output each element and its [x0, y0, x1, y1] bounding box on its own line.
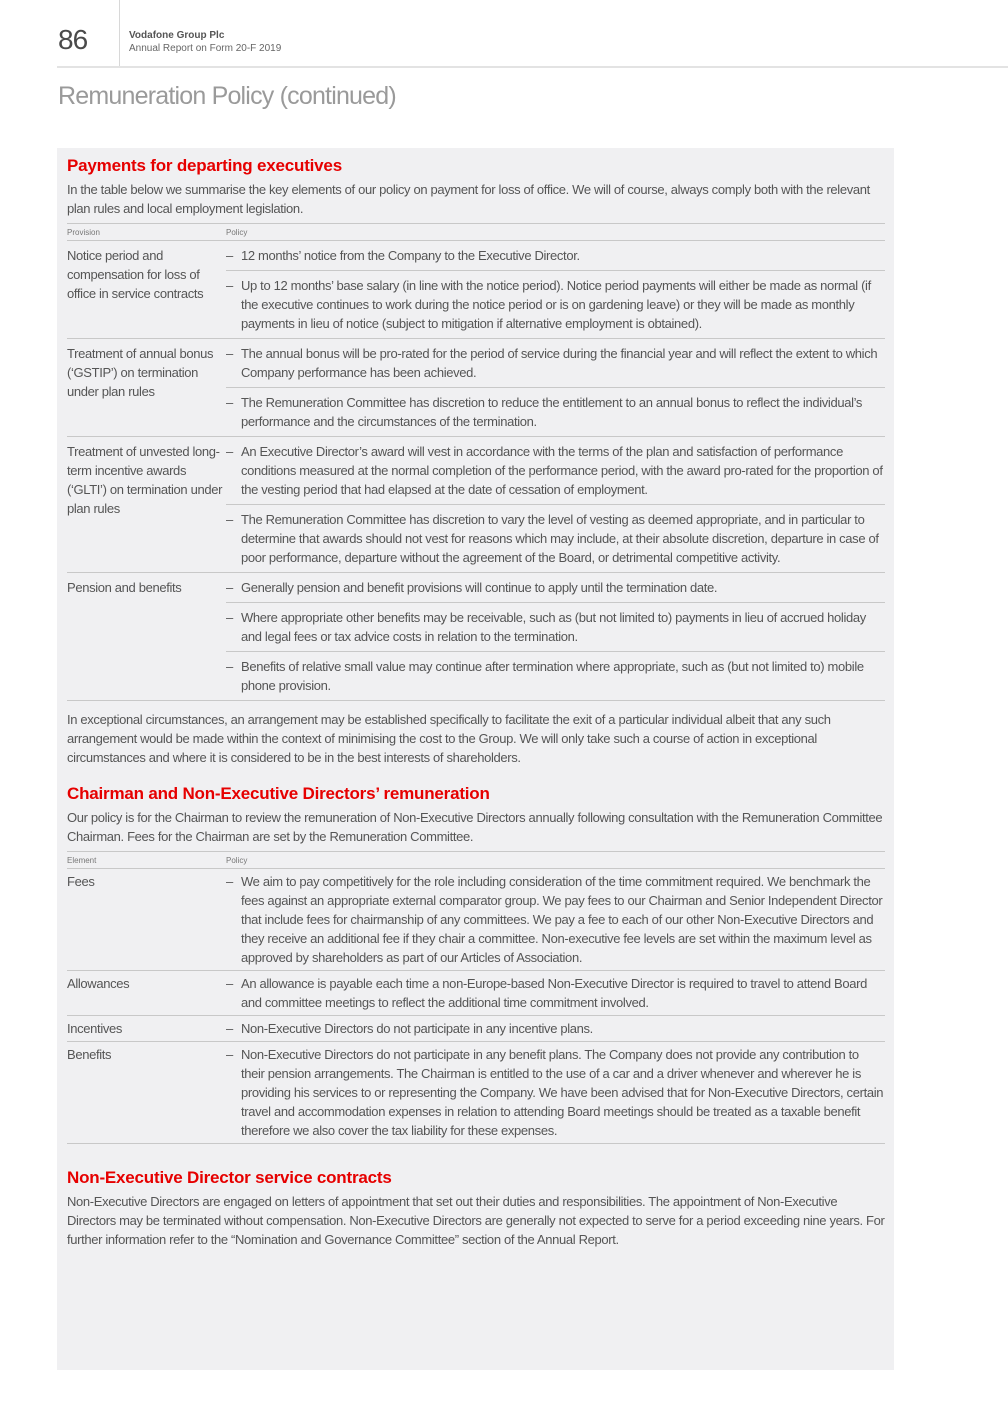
section-title: Non-Executive Director service contracts	[67, 1168, 392, 1187]
policy-item	[226, 651, 885, 700]
policy-text: Up to 12 months’ base salary (in line with the notice period). Notice period payments will either be made as normal (if the executive continues to work during the notice period or is on gardening leave) or they will be made as monthly payments in lieu of notice (subject to mitigation if alternative employment is obtained).	[241, 278, 871, 331]
policy-cell	[226, 971, 885, 1016]
policy-item	[226, 602, 885, 651]
page-header	[0, 0, 1008, 68]
section-title: Payments for departing executives	[67, 156, 342, 175]
policy-item	[226, 339, 885, 387]
section-chairman-ned-remuneration	[67, 784, 885, 1144]
policy-text: 12 months’ notice from the Company to the Executive Director.	[241, 248, 580, 263]
provision-cell: Treatment of unvested long-term incentive awards (‘GLTI’) on termination under plan rules	[67, 437, 226, 573]
policy-text: An Executive Director’s award will vest in accordance with the terms of the plan and satisfaction of performance conditions measured at the normal completion of the performance period, with the award pro-rated for the proportion of the vesting period that had elapsed at the date of cessation of employment.	[241, 444, 883, 497]
policy-item	[226, 270, 885, 338]
dash-bullet: –	[226, 395, 233, 410]
element-cell: Benefits	[67, 1042, 226, 1144]
exceptional-circumstances-text: In exceptional circumstances, an arrangement may be established specifically to facilitate the exit of a particular individual albeit that any such arrangement would be made within the context of minimising the cost to the Group. We will only take such a course of action in exceptional circumstances and where it is considered to be in the best interests of shareholders.	[67, 712, 831, 765]
dash-bullet: –	[226, 512, 233, 527]
table-row	[67, 869, 885, 971]
policy-item	[226, 387, 885, 436]
table-header-row	[67, 852, 885, 869]
table-row	[67, 573, 885, 701]
policy-text: We aim to pay competitively for the role including consideration of the time commitment required. We benchmark the fees against an appropriate external comparator group. We pay fees to our Chairman and Senior Independent Director that include fees for chairmanship of any committees. We pay a fee to each of our other Non-Executive Directors and they receive an additional fee if they chair a committee. Non-executive fee levels are set within the maximum level as approved by shareholders as part of our Articles of Association.	[241, 874, 883, 965]
dash-bullet: –	[226, 610, 233, 625]
dash-bullet: –	[226, 248, 233, 263]
provision-cell: Notice period and compensation for loss of office in service contracts	[67, 241, 226, 339]
policy-text: The Remuneration Committee has discretion to reduce the entitlement to an annual bonus to reflect the individual’s performance and the circumstances of the termination.	[241, 395, 863, 429]
policy-text: Where appropriate other benefits may be receivable, such as (but not limited to) payments in lieu of accrued holiday and legal fees or tax advice costs in relation to the termination.	[241, 610, 866, 644]
dash-bullet: –	[226, 580, 233, 595]
element-cell: Allowances	[67, 971, 226, 1016]
dash-bullet: –	[226, 976, 233, 991]
policy-item	[226, 437, 885, 504]
page-number: 86	[58, 24, 88, 55]
chairman-policy-table	[67, 851, 885, 1144]
section-body: Non-Executive Directors are engaged on letters of appointment that set out their duties and responsibilities. The appointment of Non-Executive Directors may be terminated without compensation. Non-Executive Directors are generally not expected to serve for a period exceeding nine years. For further information refer to the “Nomination and Governance Committee” section of the Annual Report.	[67, 1194, 885, 1247]
header-divider	[119, 0, 120, 66]
element-cell: Fees	[67, 869, 226, 971]
policy-text: Non-Executive Directors do not participate in any benefit plans. The Company does not provide any contribution to their pension arrangements. The Chairman is entitled to the use of a car and a driver whenever and wherever he is providing his services to or representing the Company. We have been advised that for Non-Executive Directors, certain travel and accommodation expenses in relation to attending Board meetings should be treated as a taxable benefit therefore we also cover the tax liability for these expenses.	[241, 1047, 884, 1138]
section-intro: Our policy is for the Chairman to review the remuneration of Non-Executive Directors annually following consultation with the Remuneration Committee Chairman. Fees for the Chairman are set by the Remuneration Committee.	[67, 810, 883, 844]
report-name: Annual Report on Form 20-F 2019	[129, 43, 282, 54]
table-row	[67, 1016, 885, 1042]
section-departing-executives	[67, 156, 885, 767]
provision-cell: Pension and benefits	[67, 573, 226, 701]
policy-cell	[226, 869, 885, 971]
table-row	[67, 971, 885, 1016]
departing-policy-table	[67, 223, 885, 701]
table-row	[67, 437, 885, 573]
policy-text: The Remuneration Committee has discretion to vary the level of vesting as deemed appropriate, and in particular to determine that awards should not vest for reasons which may include, at their absolute discretion, departure in case of poor performance, departure without the agreement of the Board, or detrimental competitive activity.	[241, 512, 879, 565]
page-title: Remuneration Policy (continued)	[58, 82, 396, 110]
policy-text: The annual bonus will be pro-rated for the period of service during the financial year and will reflect the extent to which Company performance has been achieved.	[241, 346, 878, 380]
policy-text: An allowance is payable each time a non-Europe-based Non-Executive Director is required to travel to attend Board and committee meetings to reflect the additional time commitment involved.	[241, 976, 867, 1010]
policy-text: Non-Executive Directors do not participate in any incentive plans.	[241, 1021, 593, 1036]
policy-item	[226, 504, 885, 572]
table-row	[67, 1042, 885, 1144]
policy-cell	[226, 1016, 885, 1042]
policy-item	[226, 1042, 885, 1143]
policy-item	[226, 573, 885, 602]
policy-item	[226, 1016, 885, 1041]
provision-cell: Treatment of annual bonus (‘GSTIP’) on termination under plan rules	[67, 339, 226, 437]
header-rule	[57, 66, 1008, 68]
dash-bullet: –	[226, 346, 233, 361]
column-header-policy: Policy	[226, 852, 885, 869]
policy-text: Benefits of relative small value may continue after termination where appropriate, such as (but not limited to) mobile phone provision.	[241, 659, 864, 693]
content-panel	[57, 148, 894, 1370]
policy-cell	[226, 339, 885, 437]
policy-cell	[226, 241, 885, 339]
dash-bullet: –	[226, 659, 233, 674]
dash-bullet: –	[226, 874, 233, 889]
table-row	[67, 339, 885, 437]
column-header-policy: Policy	[226, 224, 885, 241]
section-intro: In the table below we summarise the key elements of our policy on payment for loss of office. We will of course, always comply both with the relevant plan rules and local employment legislation.	[67, 182, 870, 216]
dash-bullet: –	[226, 278, 233, 293]
section-title: Chairman and Non-Executive Directors’ remuneration	[67, 784, 490, 803]
section-ned-service-contracts	[67, 1168, 885, 1249]
company-name: Vodafone Group Plc	[129, 30, 225, 41]
element-cell: Incentives	[67, 1016, 226, 1042]
policy-text: Generally pension and benefit provisions will continue to apply until the termination date.	[241, 580, 718, 595]
policy-cell	[226, 437, 885, 573]
dash-bullet: –	[226, 444, 233, 459]
dash-bullet: –	[226, 1047, 233, 1062]
policy-cell	[226, 1042, 885, 1144]
policy-item	[226, 241, 885, 270]
policy-item	[226, 869, 885, 970]
policy-item	[226, 971, 885, 1015]
table-row	[67, 241, 885, 339]
table-header-row	[67, 224, 885, 241]
column-header-provision: Provision	[67, 224, 226, 241]
policy-cell	[226, 573, 885, 701]
dash-bullet: –	[226, 1021, 233, 1036]
column-header-element: Element	[67, 852, 226, 869]
